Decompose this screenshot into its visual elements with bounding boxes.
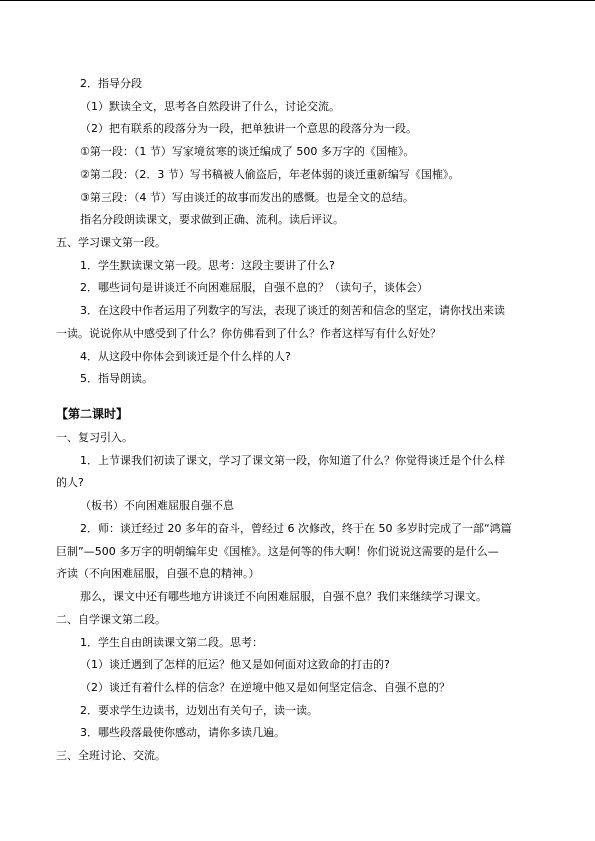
text-line: 1．学生自由朗读课文第二段。思考： xyxy=(80,636,263,649)
text-line: （1）默读全文，思考各自然段讲了什么，讨论交流。 xyxy=(80,100,340,113)
text-line: ①第一段：（1 节）写家境贫寒的谈迁编成了 500 多万字的《国榷》。 xyxy=(80,145,415,158)
section-heading: 五、学习课文第一段。 xyxy=(56,236,166,249)
text-line: 的人? xyxy=(56,476,84,489)
section-heading: 二、自学课文第二段。 xyxy=(56,613,166,626)
text-line: （2）谈迁有着什么样的信念？在逆境中他又是如何坚定信念、自强不息的？ xyxy=(80,681,450,694)
text-line: 2．哪些词句是讲谈迁不向困难屈服，自强不息的？（读句子，谈体会） xyxy=(80,281,428,294)
text-line: 2．指导分段 xyxy=(80,77,142,90)
text-line: ②第二段：（2．3 节）写书稿被人偷盗后，年老体弱的谈迁重新编写《国榷》。 xyxy=(80,168,460,181)
text-line: （2）把有联系的段落分为一段，把单独讲一个意思的段落分为一段。 xyxy=(80,122,417,135)
section-heading: 一、复习引入。 xyxy=(56,431,133,444)
lesson-heading: 【第二课时】 xyxy=(56,407,129,421)
text-line: 1．上节课我们初读了课文，学习了课文第一段，你知道了什么？你觉得谈迁是个什么样 xyxy=(80,454,505,467)
text-line: （1）谈迁遇到了怎样的厄运？他又是如何面对这致命的打击的? xyxy=(80,658,390,671)
text-line: 指名分段朗读课文，要求做到正确、流利。读后评议。 xyxy=(80,213,344,226)
text-line: ③第三段：（4 节）写由谈迁的故事而发出的感慨。也是全文的总结。 xyxy=(80,191,414,204)
text-line: （板书）不向困难屈服自强不息 xyxy=(80,499,234,512)
text-line: 一读。说说你从中感受到了什么？你仿佛看到了什么？作者这样写有什么好处？ xyxy=(56,327,441,340)
text-line: 齐读（不向困难屈服，自强不息的精神。） xyxy=(56,567,260,580)
text-line: 巨制”—500 多万字的明朝编年史《国榷》。这是何等的伟大啊！你们说说这需要的是什么— xyxy=(56,545,499,558)
section-heading: 三、全班讨论、交流。 xyxy=(56,749,166,762)
text-line: 3．在这段中作者运用了列数字的写法，表现了谈迁的刻苦和信念的坚定，请你找出来读 xyxy=(80,304,505,317)
text-line: 那么，课文中还有哪些地方讲谈迁不向困难屈服，自强不息？我们来继续学习课文。 xyxy=(80,590,487,603)
text-line: 4．从这段中你体会到谈迁是个什么样的人? xyxy=(80,350,291,363)
page-top-rule xyxy=(0,0,595,1)
text-line: 2．要求学生边读书，边划出有关句子，读一读。 xyxy=(80,704,318,717)
text-line: 3．哪些段落最使你感动，请你多读几遍。 xyxy=(80,726,285,739)
text-line: 1．学生默读课文第一段。思考：这段主要讲了什么? xyxy=(80,259,335,272)
text-line: 5．指导朗读。 xyxy=(80,372,153,385)
text-line: 2．师：谈迁经过 20 多年的奋斗，曾经过 6 次修改，终于在 50 多岁时完成了一部“鸿篇 xyxy=(80,522,512,535)
